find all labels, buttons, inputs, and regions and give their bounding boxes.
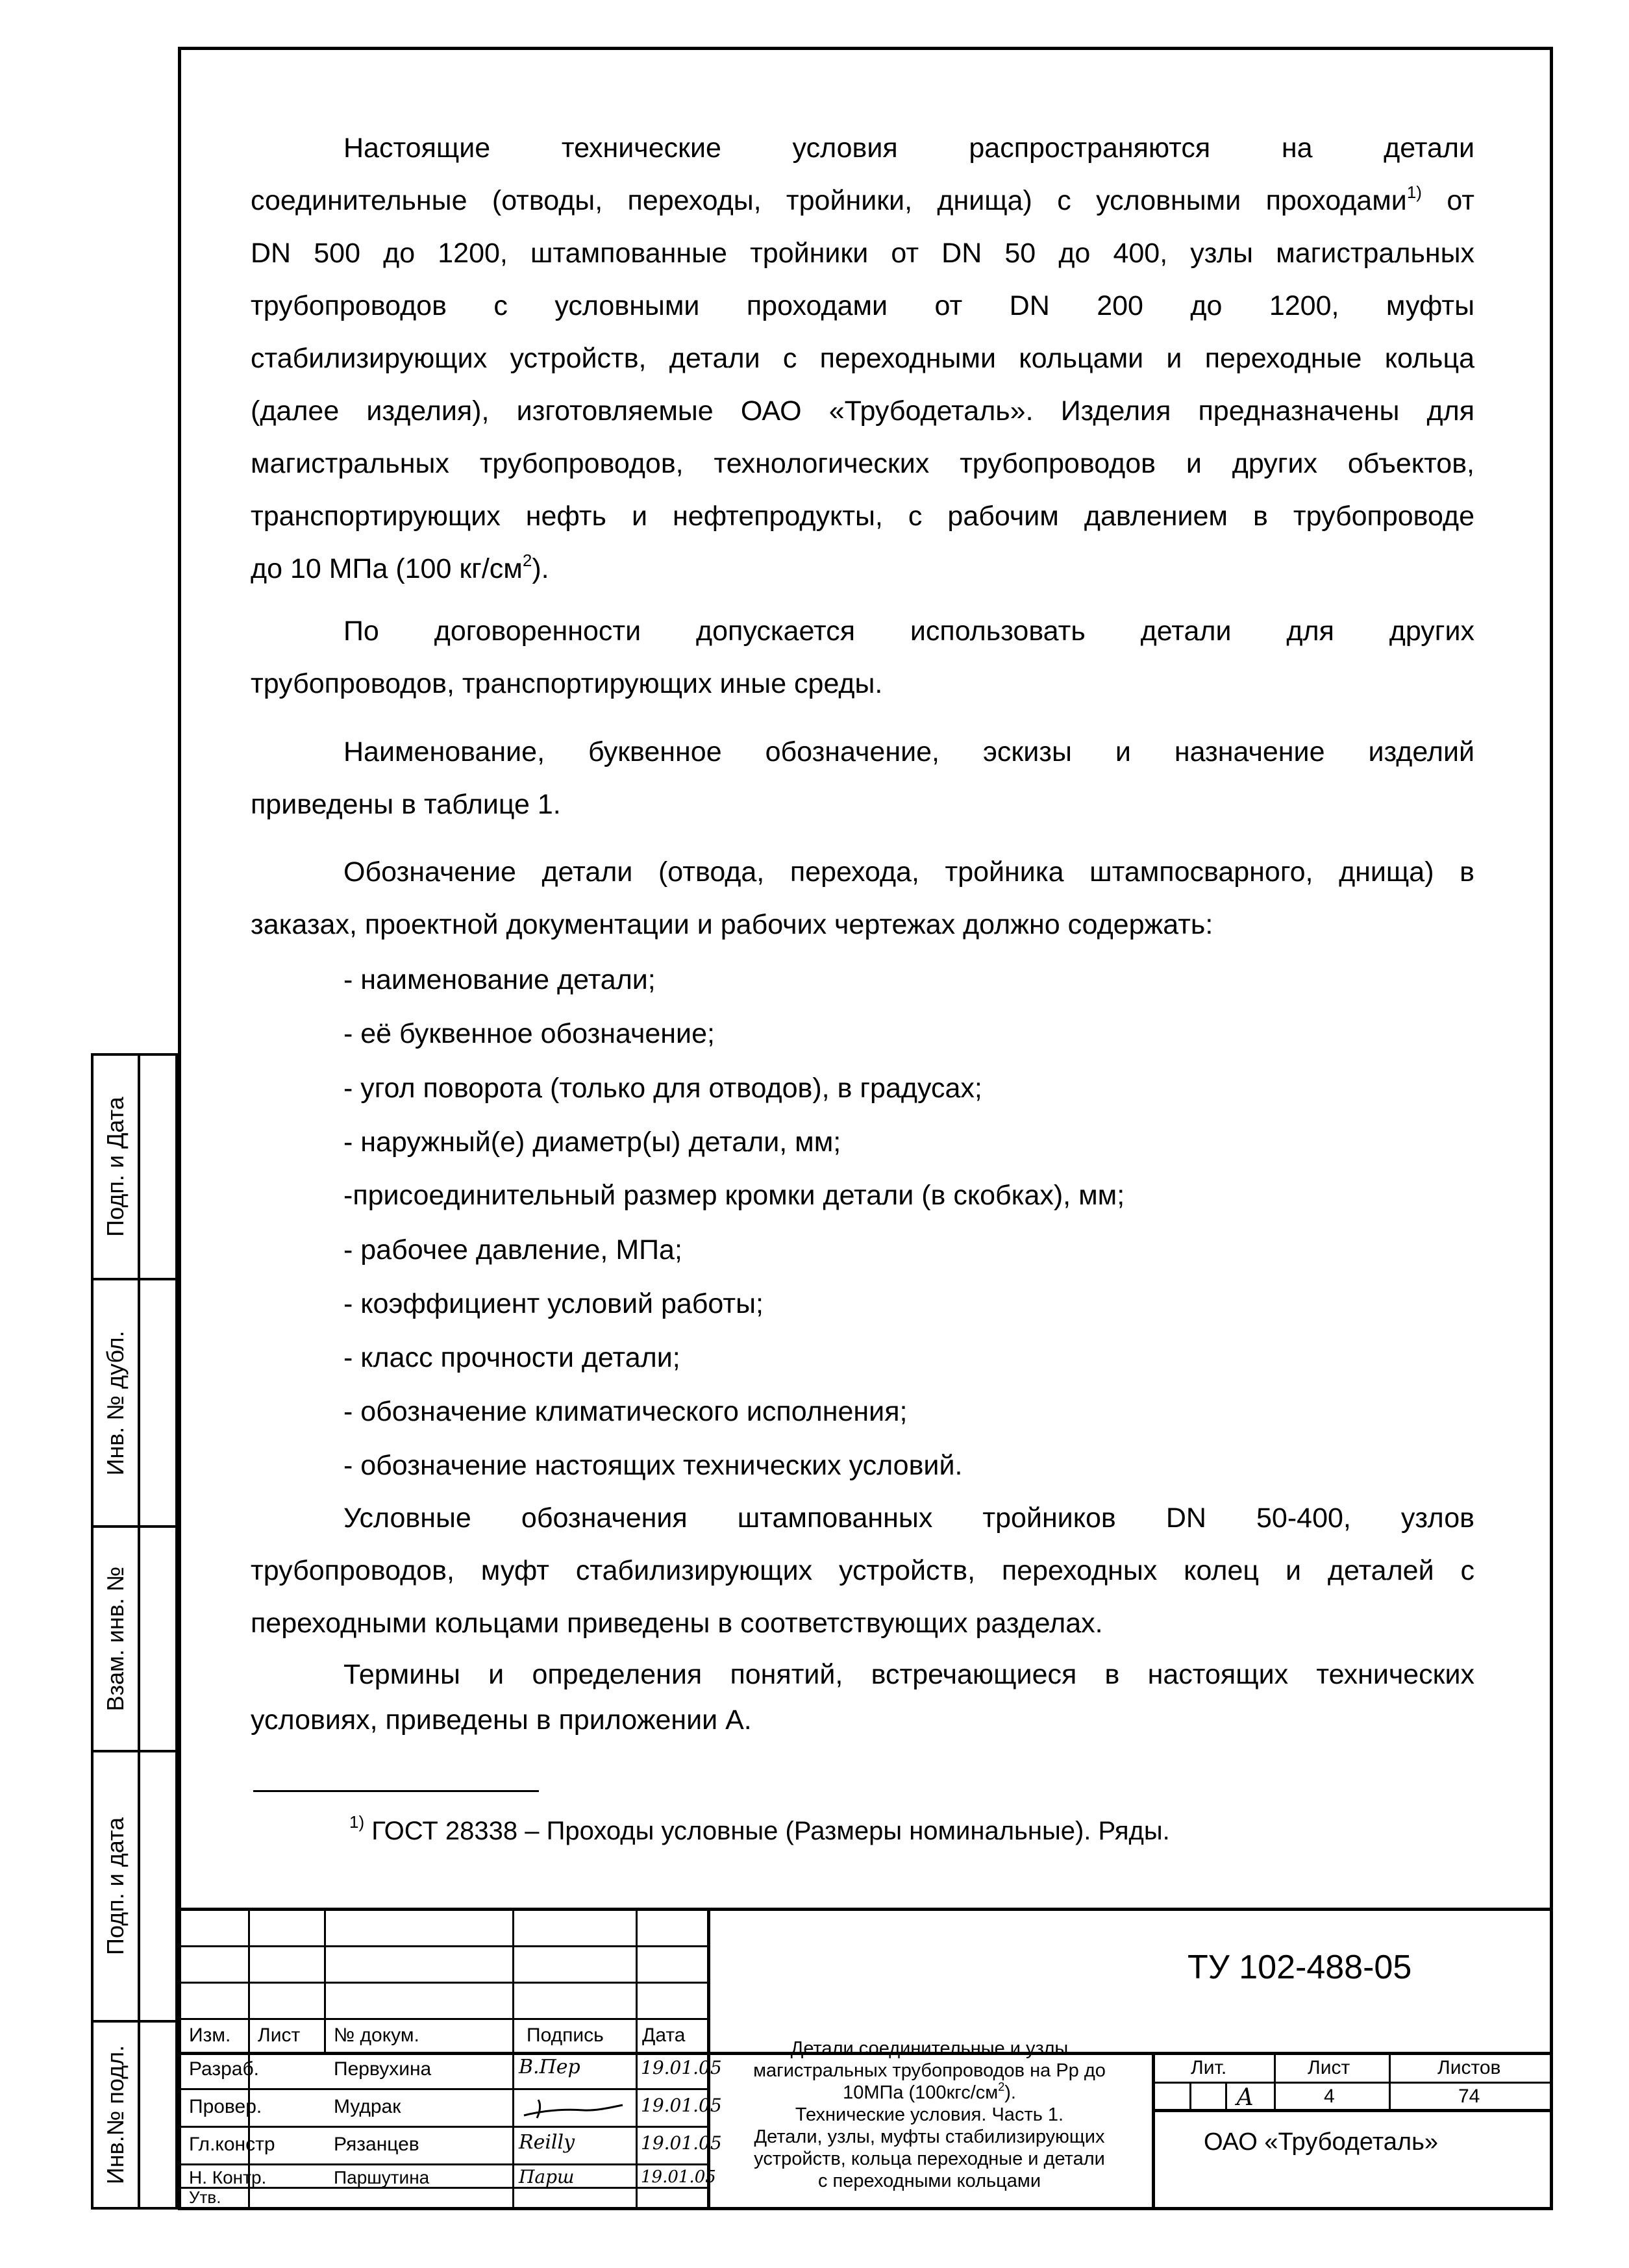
side-stamp-label-col [93,1528,140,1750]
tb-col-rule [324,1908,326,2052]
tb-rule [1152,2109,1550,2112]
tb-role: Н. Контр. [189,2167,267,2187]
side-stamp-label-col [93,1280,140,1525]
tb-lit-value: А [1236,2084,1254,2111]
document-code: ТУ 102-488-05 [1188,1949,1412,1986]
side-stamp-label-col [93,2023,140,2207]
list-item: - рабочее давление, МПа; [343,1234,682,1265]
tb-role: Утв. [189,2187,221,2207]
tb-col-rule [1189,2082,1191,2109]
p1-line-3: DN 500 до 1200, штампованные тройники от DN 50 до 400, узлы магистральных [251,238,1474,269]
tb-sheet-label: Лист [1308,2057,1350,2078]
paragraph-conventional [251,1492,1474,1650]
p1-line-2 [251,175,1474,227]
tb-header-docnum: № докум. [334,2025,419,2046]
doc-title-sup: 2 [998,2080,1005,2093]
p1-line-6: (далее изделия), изготовляемые ОАО «Трубодеталь». Изделия предназначены для [251,395,1474,427]
p1-line-2-text: соединительные (отводы, переходы, тройники, днища) с условными проходами [251,185,1407,216]
tb-col-rule [512,1908,514,2207]
tb-date: 19.01.05 [641,2167,716,2187]
tb-date: 19.01.05 [641,2057,722,2078]
tb-signature: Reilly [519,2131,575,2154]
organization-name: ОАО «Трубодеталь» [1204,2128,1439,2156]
side-stamp-orig-inv [91,2020,178,2210]
tb-rule [1152,2082,1550,2084]
side-stamp-label: Инв. № дубл. [102,1330,129,1475]
tb-rule [181,1908,1550,1911]
paragraph-scope [251,122,1474,595]
tb-lit-label: Лит. [1191,2057,1227,2078]
footnote-text: ГОСТ 28338 – Проходы условные (Размеры номинальные). Ряды. [364,1817,1170,1845]
p1-line-4: трубопроводов с условными проходами от DN 200 до 1200, муфты [251,290,1474,321]
p1-line-9 [251,543,1474,595]
p5-line-3: переходными кольцами приведены в соответствующих разделах. [251,1608,1103,1639]
tb-name: Мудрак [334,2096,401,2117]
doc-title-line: магистральных трубопроводов на Рр до [753,2060,1106,2081]
doc-title-line [707,2082,1152,2104]
tb-rule [181,2088,707,2090]
list-item: - обозначение климатического исполнения; [343,1396,908,1427]
side-stamp-sign-date-2 [91,1750,178,2023]
p2-line-2: трубопроводов, транспортирующих иные среды. [251,668,883,699]
tb-header-izm: Изм. [189,2025,231,2046]
superscript-2: 2 [522,551,532,570]
side-stamp-replace-inv [91,1525,178,1752]
p1-line-8: транспортирующих нефть и нефтепродукты, с рабочим давлением в трубопроводе [251,501,1474,532]
footnote [349,1812,1170,1851]
side-stamp-label: Подп. и Дата [102,1097,129,1237]
p2-line-1: По договоренности допускается использовать детали для других [343,616,1474,647]
tb-col-rule [248,1908,250,2207]
side-stamp-label: Подп. и дата [102,1817,129,1956]
tb-header-list: Лист [258,2025,301,2046]
paragraph-names [251,726,1474,831]
tb-role: Провер. [189,2096,262,2117]
list-item: - коэффициент условий работы; [343,1288,764,1319]
footnote-mark: 1) [349,1812,365,1832]
tb-rule [181,1945,707,1947]
doc-title-line: с переходными кольцами [817,2171,1041,2191]
p1-line-9-end: ). [532,553,549,584]
paragraph-agreement [251,605,1474,710]
title-block [181,1908,1550,2207]
list-item: - наименование детали; [343,964,656,995]
p4-line-1: Обозначение детали (отвода, перехода, тройника штампосварного, днища) в [343,856,1474,888]
tb-rule [181,2163,707,2165]
tb-role: Разраб. [189,2058,260,2080]
doc-title-line: Детали, узлы, муфты стабилизирующих [754,2126,1105,2147]
p3-line-2: приведены в таблице 1. [251,789,561,820]
tb-header-signature: Подпись [527,2025,604,2046]
tb-role: Гл.констр [189,2134,275,2155]
doc-title-line: Технические условия. Часть 1. [795,2104,1064,2125]
doc-title-line: устройств, кольца переходные и детали [754,2149,1105,2169]
doc-title-part: 10МПа (100кгс/см [843,2082,999,2103]
side-stamp-label: Взам. инв. № [102,1566,129,1712]
footnote-rule [253,1790,539,1792]
p5-line-1: Условные обозначения штампованных тройников DN 50-400, узлов [343,1502,1474,1534]
tb-date: 19.01.05 [641,2095,722,2116]
p1-line-5: стабилизирующих устройств, детали с переходными кольцами и переходные кольца [251,343,1474,374]
side-stamp-label: Инв.№ подл. [102,2045,129,2185]
tb-col-rule [1274,2052,1276,2109]
tb-sheets-value: 74 [1458,2086,1480,2107]
paragraph-designation [251,846,1474,951]
paragraph-terms [251,1652,1474,1743]
tb-header-date: Дата [642,2025,686,2046]
p5-line-2: трубопроводов, муфт стабилизирующих устройств, переходных колец и деталей с [251,1555,1474,1586]
p6-line-1: Термины и определения понятий, встречающиеся в настоящих технических [343,1659,1474,1690]
tb-rule [181,2018,707,2020]
doc-title-part: ). [1004,2082,1016,2103]
list-item: - её буквенное обозначение; [343,1018,715,1049]
p1-line-1: Настоящие технические условия распространяются на детали [343,132,1474,164]
tb-col-rule [636,1908,638,2207]
list-item: - угол поворота (только для отводов), в градусах; [343,1073,982,1104]
list-item: - наружный(е) диаметр(ы) детали, мм; [343,1127,841,1158]
tb-signature: Парш [519,2166,575,2187]
tb-sheets-label: Листов [1437,2057,1501,2078]
list-item: -присоединительный размер кромки детали (в скобках), мм; [343,1180,1125,1211]
tb-name: Рязанцев [334,2134,419,2155]
footnote-ref: 1) [1406,182,1422,202]
p3-line-1: Наименование, буквенное обозначение, эскизы и назначение изделий [343,736,1474,767]
side-stamp-sign-date-1 [91,1053,178,1280]
tb-date: 19.01.05 [641,2132,722,2154]
tb-name: Первухина [334,2058,432,2080]
p6-line-2: условиях, приведены в приложении А. [251,1704,752,1736]
tb-rule [181,2126,707,2128]
tb-sheet-value: 4 [1324,2086,1335,2107]
p1-line-7: магистральных трубопроводов, технологических трубопроводов и других объектов, [251,448,1474,479]
tb-signature-drawn [519,2091,629,2123]
side-stamp-label-col [93,1752,140,2020]
list-item: - класс прочности детали; [343,1342,680,1373]
tb-col-rule [1225,2082,1227,2109]
p4-line-2: заказах, проектной документации и рабочих чертежах должно содержать: [251,909,1213,940]
p1-line-9-text: до 10 МПа (100 кг/см [251,553,523,584]
tb-rule [181,1982,707,1984]
tb-name: Паршутина [334,2167,430,2187]
list-item: - обозначение настоящих технических условий. [343,1450,963,1481]
tb-col-rule [1389,2052,1391,2109]
p1-line-2-tail: от [1421,185,1474,216]
doc-title-line: Детали соединительные и узлы [790,2038,1069,2059]
tb-signature: В.Пер [519,2056,580,2078]
side-stamp-dup-inv [91,1278,178,1528]
tb-col-rule [1152,2052,1155,2207]
side-stamp-label-col [93,1056,140,1278]
document-title [707,2037,1152,2192]
